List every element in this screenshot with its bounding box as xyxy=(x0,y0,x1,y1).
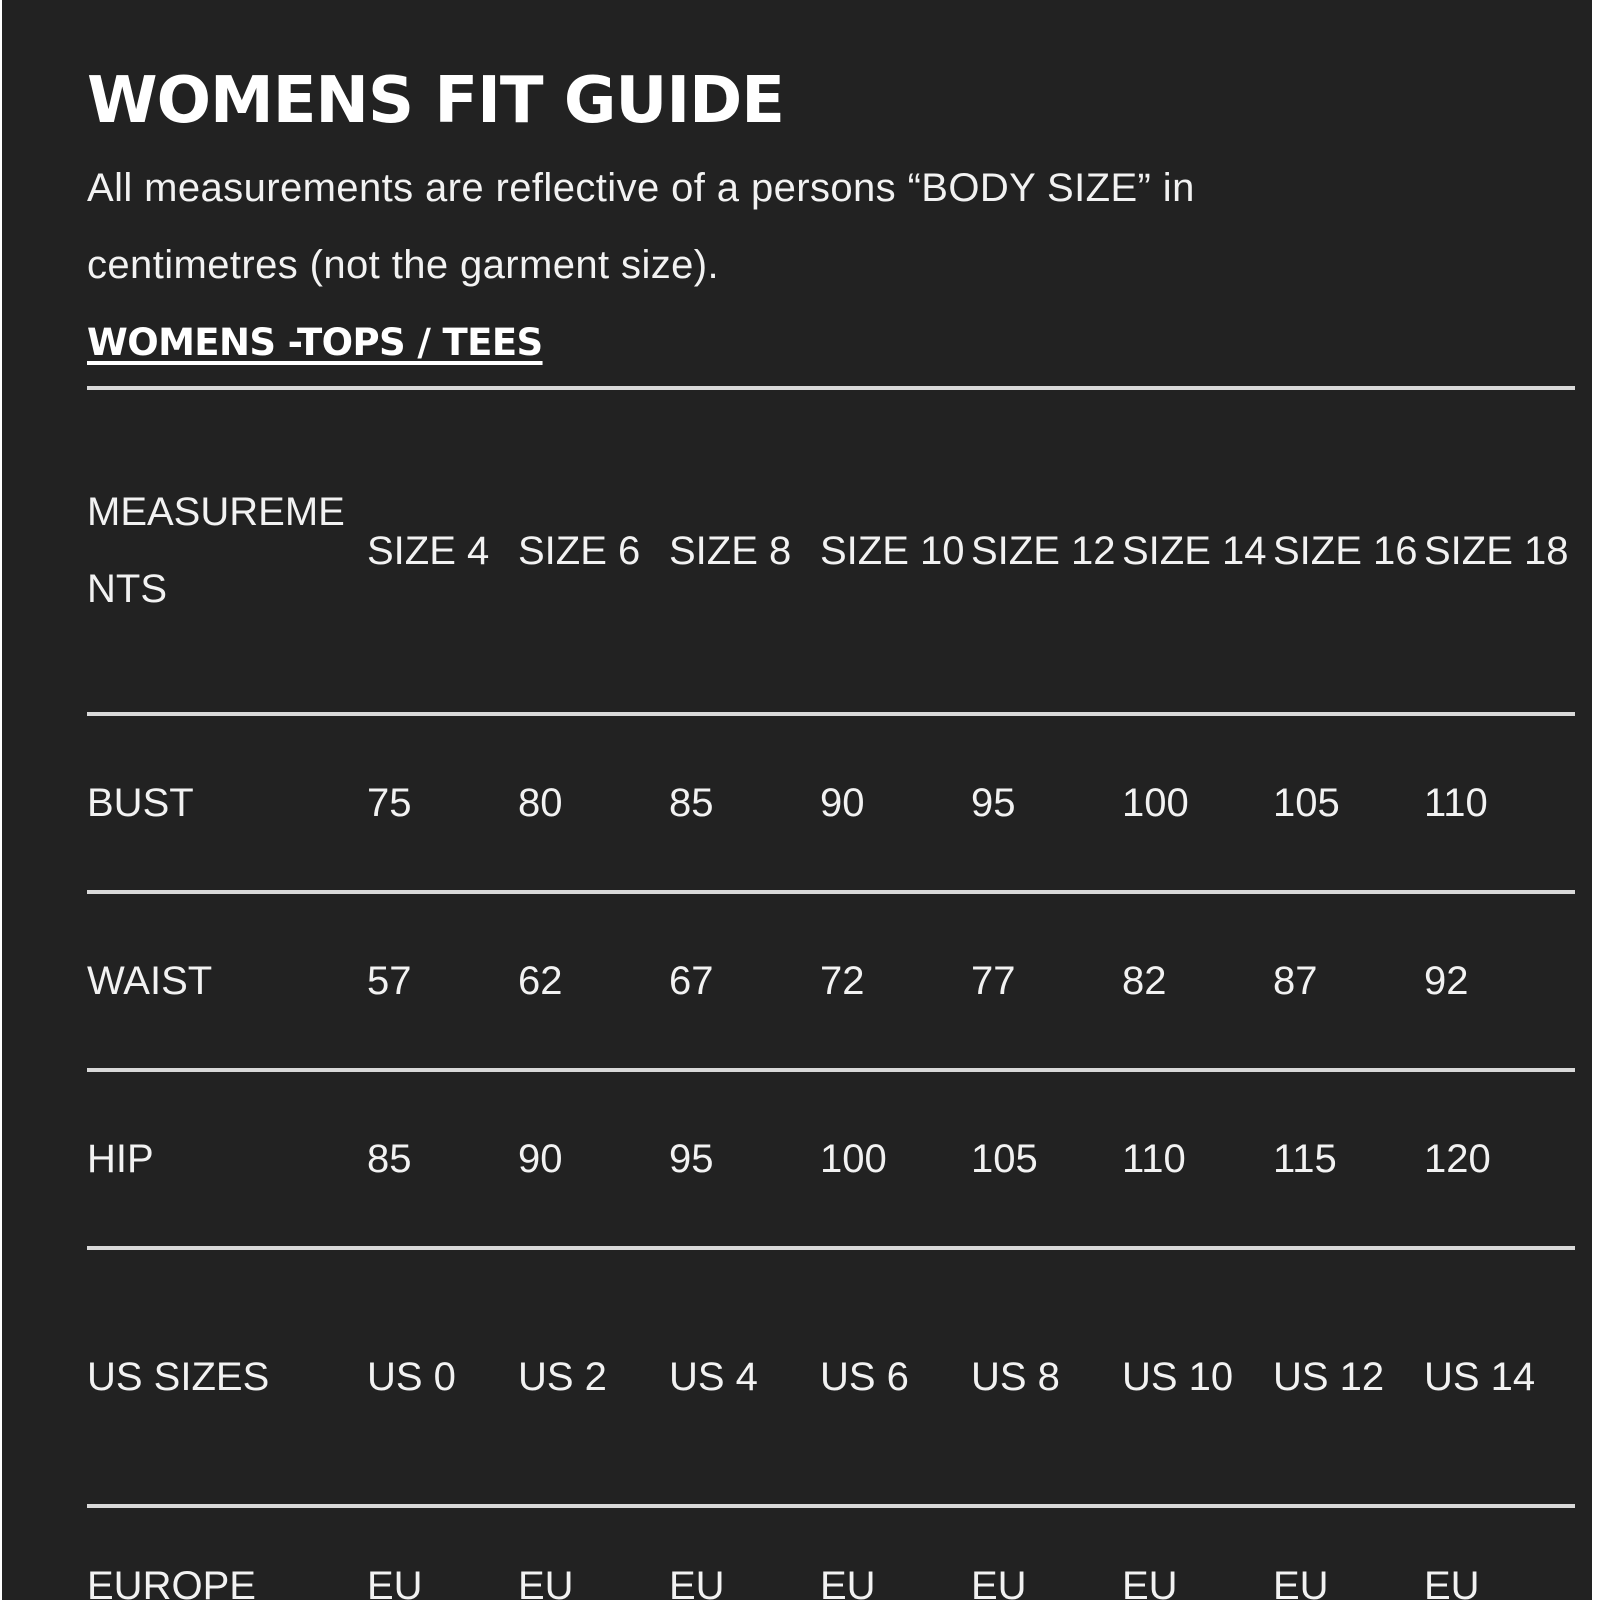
table-cell: EU xyxy=(367,1564,423,1600)
table-cell: 85 xyxy=(669,780,714,825)
table-cell: 67 xyxy=(669,958,714,1003)
table-row-europe xyxy=(87,1506,1575,1600)
table-cell: 87 xyxy=(1273,958,1318,1003)
row-label: BUST xyxy=(87,780,194,825)
table-cell: 62 xyxy=(518,958,563,1003)
header-size-6: SIZE 6 xyxy=(518,528,641,573)
table-cell: 92 xyxy=(1424,958,1469,1003)
table-cell: 105 xyxy=(1273,780,1340,825)
table-cell: EU xyxy=(1122,1564,1178,1600)
row-label: HIP xyxy=(87,1136,154,1181)
table-cell: 110 xyxy=(1424,780,1488,825)
header-size-18: SIZE 18 xyxy=(1424,528,1569,573)
table-cell: EU xyxy=(820,1564,876,1600)
table-cell: EU xyxy=(971,1564,1027,1600)
table-cell: 110 xyxy=(1122,1136,1186,1181)
table-cell: 82 xyxy=(1122,958,1167,1003)
row-label: EUROPE xyxy=(87,1564,256,1600)
header-measurements: MEASUREMENTS xyxy=(87,490,345,611)
table-cell: US 12 xyxy=(1273,1354,1385,1399)
table-row-bust xyxy=(87,714,1575,892)
table-cell: US 2 xyxy=(518,1354,607,1399)
table-header-row xyxy=(87,388,1575,714)
table-cell: EU xyxy=(669,1564,725,1600)
table-cell: 100 xyxy=(820,1136,887,1181)
fit-guide-content xyxy=(87,56,1569,1600)
table-cell: EU xyxy=(1424,1564,1480,1600)
row-label: US SIZES xyxy=(87,1354,270,1399)
table-cell: 100 xyxy=(1122,780,1189,825)
table-cell: 95 xyxy=(669,1136,714,1181)
table-cell: EU xyxy=(518,1564,574,1600)
size-chart-table xyxy=(87,386,1575,1600)
table-row-hip xyxy=(87,1070,1575,1248)
table-cell: 72 xyxy=(820,958,865,1003)
table-cell: US 10 xyxy=(1122,1354,1234,1399)
table-cell: 57 xyxy=(367,958,412,1003)
header-size-8: SIZE 8 xyxy=(669,528,792,573)
header-size-4: SIZE 4 xyxy=(367,528,490,573)
header-size-16: SIZE 16 xyxy=(1273,528,1418,573)
table-cell: 115 xyxy=(1273,1136,1337,1181)
table-cell: US 0 xyxy=(367,1354,456,1399)
table-cell: US 8 xyxy=(971,1354,1060,1399)
header-size-14: SIZE 14 xyxy=(1122,528,1267,573)
section-heading-tops-tees: WOMENS -TOPS / TEES xyxy=(87,321,543,364)
table-cell: US 14 xyxy=(1424,1354,1536,1399)
row-label: WAIST xyxy=(87,958,213,1003)
table-cell: 90 xyxy=(518,1136,563,1181)
table-cell: 105 xyxy=(971,1136,1038,1181)
table-cell: 80 xyxy=(518,780,563,825)
header-size-10: SIZE 10 xyxy=(820,528,965,573)
table-cell: EU xyxy=(1273,1564,1329,1600)
table-cell: 120 xyxy=(1424,1136,1491,1181)
table-row-waist xyxy=(87,892,1575,1070)
page-title: WOMENS FIT GUIDE xyxy=(87,64,784,138)
table-cell: 95 xyxy=(971,780,1016,825)
table-cell: US 4 xyxy=(669,1354,758,1399)
table-row-us-sizes xyxy=(87,1248,1575,1506)
table-cell: 85 xyxy=(367,1136,412,1181)
table-cell: 90 xyxy=(820,780,865,825)
table-cell: 75 xyxy=(367,780,412,825)
header-size-12: SIZE 12 xyxy=(971,528,1116,573)
fit-guide-page xyxy=(2,0,1592,1600)
measurement-note: All measurements are reflective of a persons “BODY SIZE” in centimetres (not the garment size). xyxy=(87,166,1195,287)
table-cell: US 6 xyxy=(820,1354,909,1399)
table-cell: 77 xyxy=(971,958,1016,1003)
